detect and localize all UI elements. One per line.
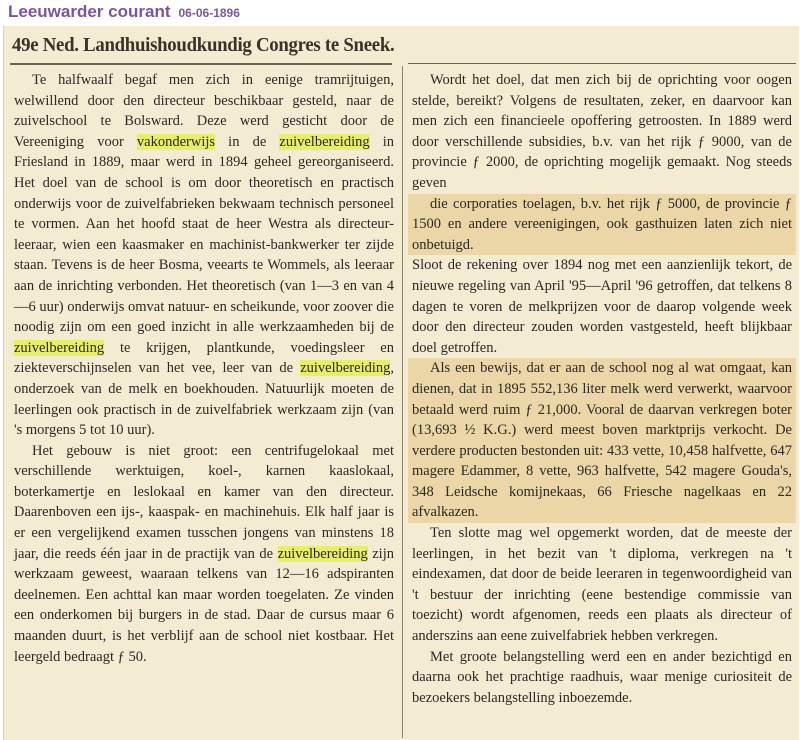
article-paragraph xyxy=(412,647,792,709)
search-highlight: zuivelbereiding xyxy=(14,339,105,356)
text-run: Te halfwaalf begaf men zich in eenige tramrijtuigen, welwillend door den directeur beschikbaar gesteld, naar de zuivelschool te Bolsward. Deze werd gesticht door de Vereeniging voor xyxy=(14,72,394,150)
column-divider xyxy=(402,66,403,738)
article-headline: 49e Ned. Landhuishoudkundig Congres te Sneek. xyxy=(12,34,395,56)
text-run: Wordt het doel, dat men zich bij de oprichting voor oogen stelde, bereikt? Volgens de resultaten, zeker, en daarvoor kan men zich een financieele opoffering getroosten. In 1889 werd door verschillende subsidies, b.v. van het rijk ƒ 9000, van de provincie ƒ 2000, de oprichting mogelijk gemaakt. Nog steeds geven xyxy=(412,72,792,191)
article-column-right xyxy=(412,70,792,708)
search-highlight: zuivelbereiding xyxy=(277,545,368,562)
text-run: Ten slotte mag wel opgemerkt worden, dat de meeste der leerlingen, in het bezit van 't diploma, verkregen na 't eindexamen, dat door de beide leeraren in tegenwoordigheid van 't bestuur der inrichting (eene bestendige commissie van toezicht) wordt afgenomen, reeds een plaats als directeur of anderszins aan eene zuivelfabriek hebben verkregen. xyxy=(412,525,792,645)
search-highlight: zuivelbereiding xyxy=(300,360,391,377)
article-column-left xyxy=(14,70,394,667)
marked-passage: die corporaties toelagen, b.v. het rijk ƒ 5000, de provincie ƒ 1500 en andere vereenigingen, ook gasthuizen laten zich niet onbetuigd. xyxy=(408,194,796,256)
text-run: in Friesland in 1889, maar werd in 1894 geheel gereorganiseerd. Het doel van de school is om door theoretisch en practisch onderwijs voor de zuivelfabrieken bekwaam technisch personeel te vormen. Aan het hoofd staat de heer Westra als directeur-leeraar, wien een kaasmaker en machinist-bankwerker ter zijde staan. Tevens is de heer Bosma, veearts te Wommels, als leeraar aan de inrichting verbonden. Het theoretisch (van 1—3 en van 4—6 uur) onderwijs omvat natuur- en scheikunde, voor zoover die noodig zijn om een goed inzicht in alle werkzaamheden bij de xyxy=(14,133,395,336)
search-highlight: zuivelbereiding xyxy=(279,133,370,150)
text-run: , onderzoek van de melk en boekhouden. Natuurlijk moeten de leerlingen ook practisch in de zuivelfabriek werkzaam zijn (van 's morgens 5 tot 10 uur). xyxy=(14,360,394,439)
text-run: in de xyxy=(215,133,280,150)
text-run: Sloot de rekening over 1894 nog met een aanzienlijk tekort, de nieuwe regeling van April '95—April '96 getroffen, dat telkens 8 dagen te voren de melkprijzen voor de daarop volgende week door den directeur zouden worden vastgesteld, heeft blijkbaar doel getroffen. xyxy=(412,257,792,356)
headline-rule xyxy=(10,63,392,65)
text-run: Met groote belangstelling werd een en ander bezichtigd en daarna ook het prachtige raadhuis, waar menige curiositeit de bezoekers belangstelling inboezemde. xyxy=(412,648,792,706)
text-run: Het gebouw is niet groot: een centrifugelokaal met verschillende werktuigen, koel-, karnen kaaslokaal, boterkamertje en leslokaal en kamer van den directeur. Daarenboven een ijs-, kaaspak- en machinehuis. Elk half jaar is er een vergelijkend examen tusschen jongens van minstens 18 jaar, die reeds één jaar in de practijk van de xyxy=(14,442,394,562)
search-highlight: vakonderwijs xyxy=(136,133,216,150)
marked-passage: Als een bewijs, dat er aan de school nog al wat omgaat, kan dienen, dat in 1895 552,136 liter melk werd verwerkt, waarvoor betaald werd ruim ƒ 21,000. Vooral de daarvan verkregen boter (13,693 ½ K.G.) werd meest boven marktprijs verkocht. De verdere producten bestonden uit: 433 vette, 10,458 halfvette, 647 magere Edammer, 8 vette, 963 halfvette, 542 magere Gouda's, 348 Leidsche komijnekaas, 66 Friesche nagelkaas en 22 afvalkazen. xyxy=(408,358,796,523)
source-header xyxy=(8,2,240,26)
article-paragraph xyxy=(412,70,792,523)
article-paragraph xyxy=(412,523,792,647)
article-paragraph xyxy=(14,70,394,441)
top-rule-right xyxy=(408,63,796,64)
text-run: te krijgen, plantkunde, voedingsleer en ziekteverschijnselen van het vee, leer van de xyxy=(14,339,394,377)
text-run: zijn werkzaam geweest, waaraan telkens van 12—16 adspiranten deelnemen. Een achttal kan maar worden toegelaten. Ze vinden een onderkomen bij burgers in de stad. Daar de cursus maar 6 maanden duurt, is het verblijf aan de school niet kostbaar. Het leergeld bedraagt ƒ 50. xyxy=(14,545,394,665)
source-date: 06-06-1896 xyxy=(178,6,240,20)
article-paragraph xyxy=(14,441,394,668)
newspaper-clipping xyxy=(3,26,799,740)
source-title: Leeuwarder courant xyxy=(8,2,171,21)
